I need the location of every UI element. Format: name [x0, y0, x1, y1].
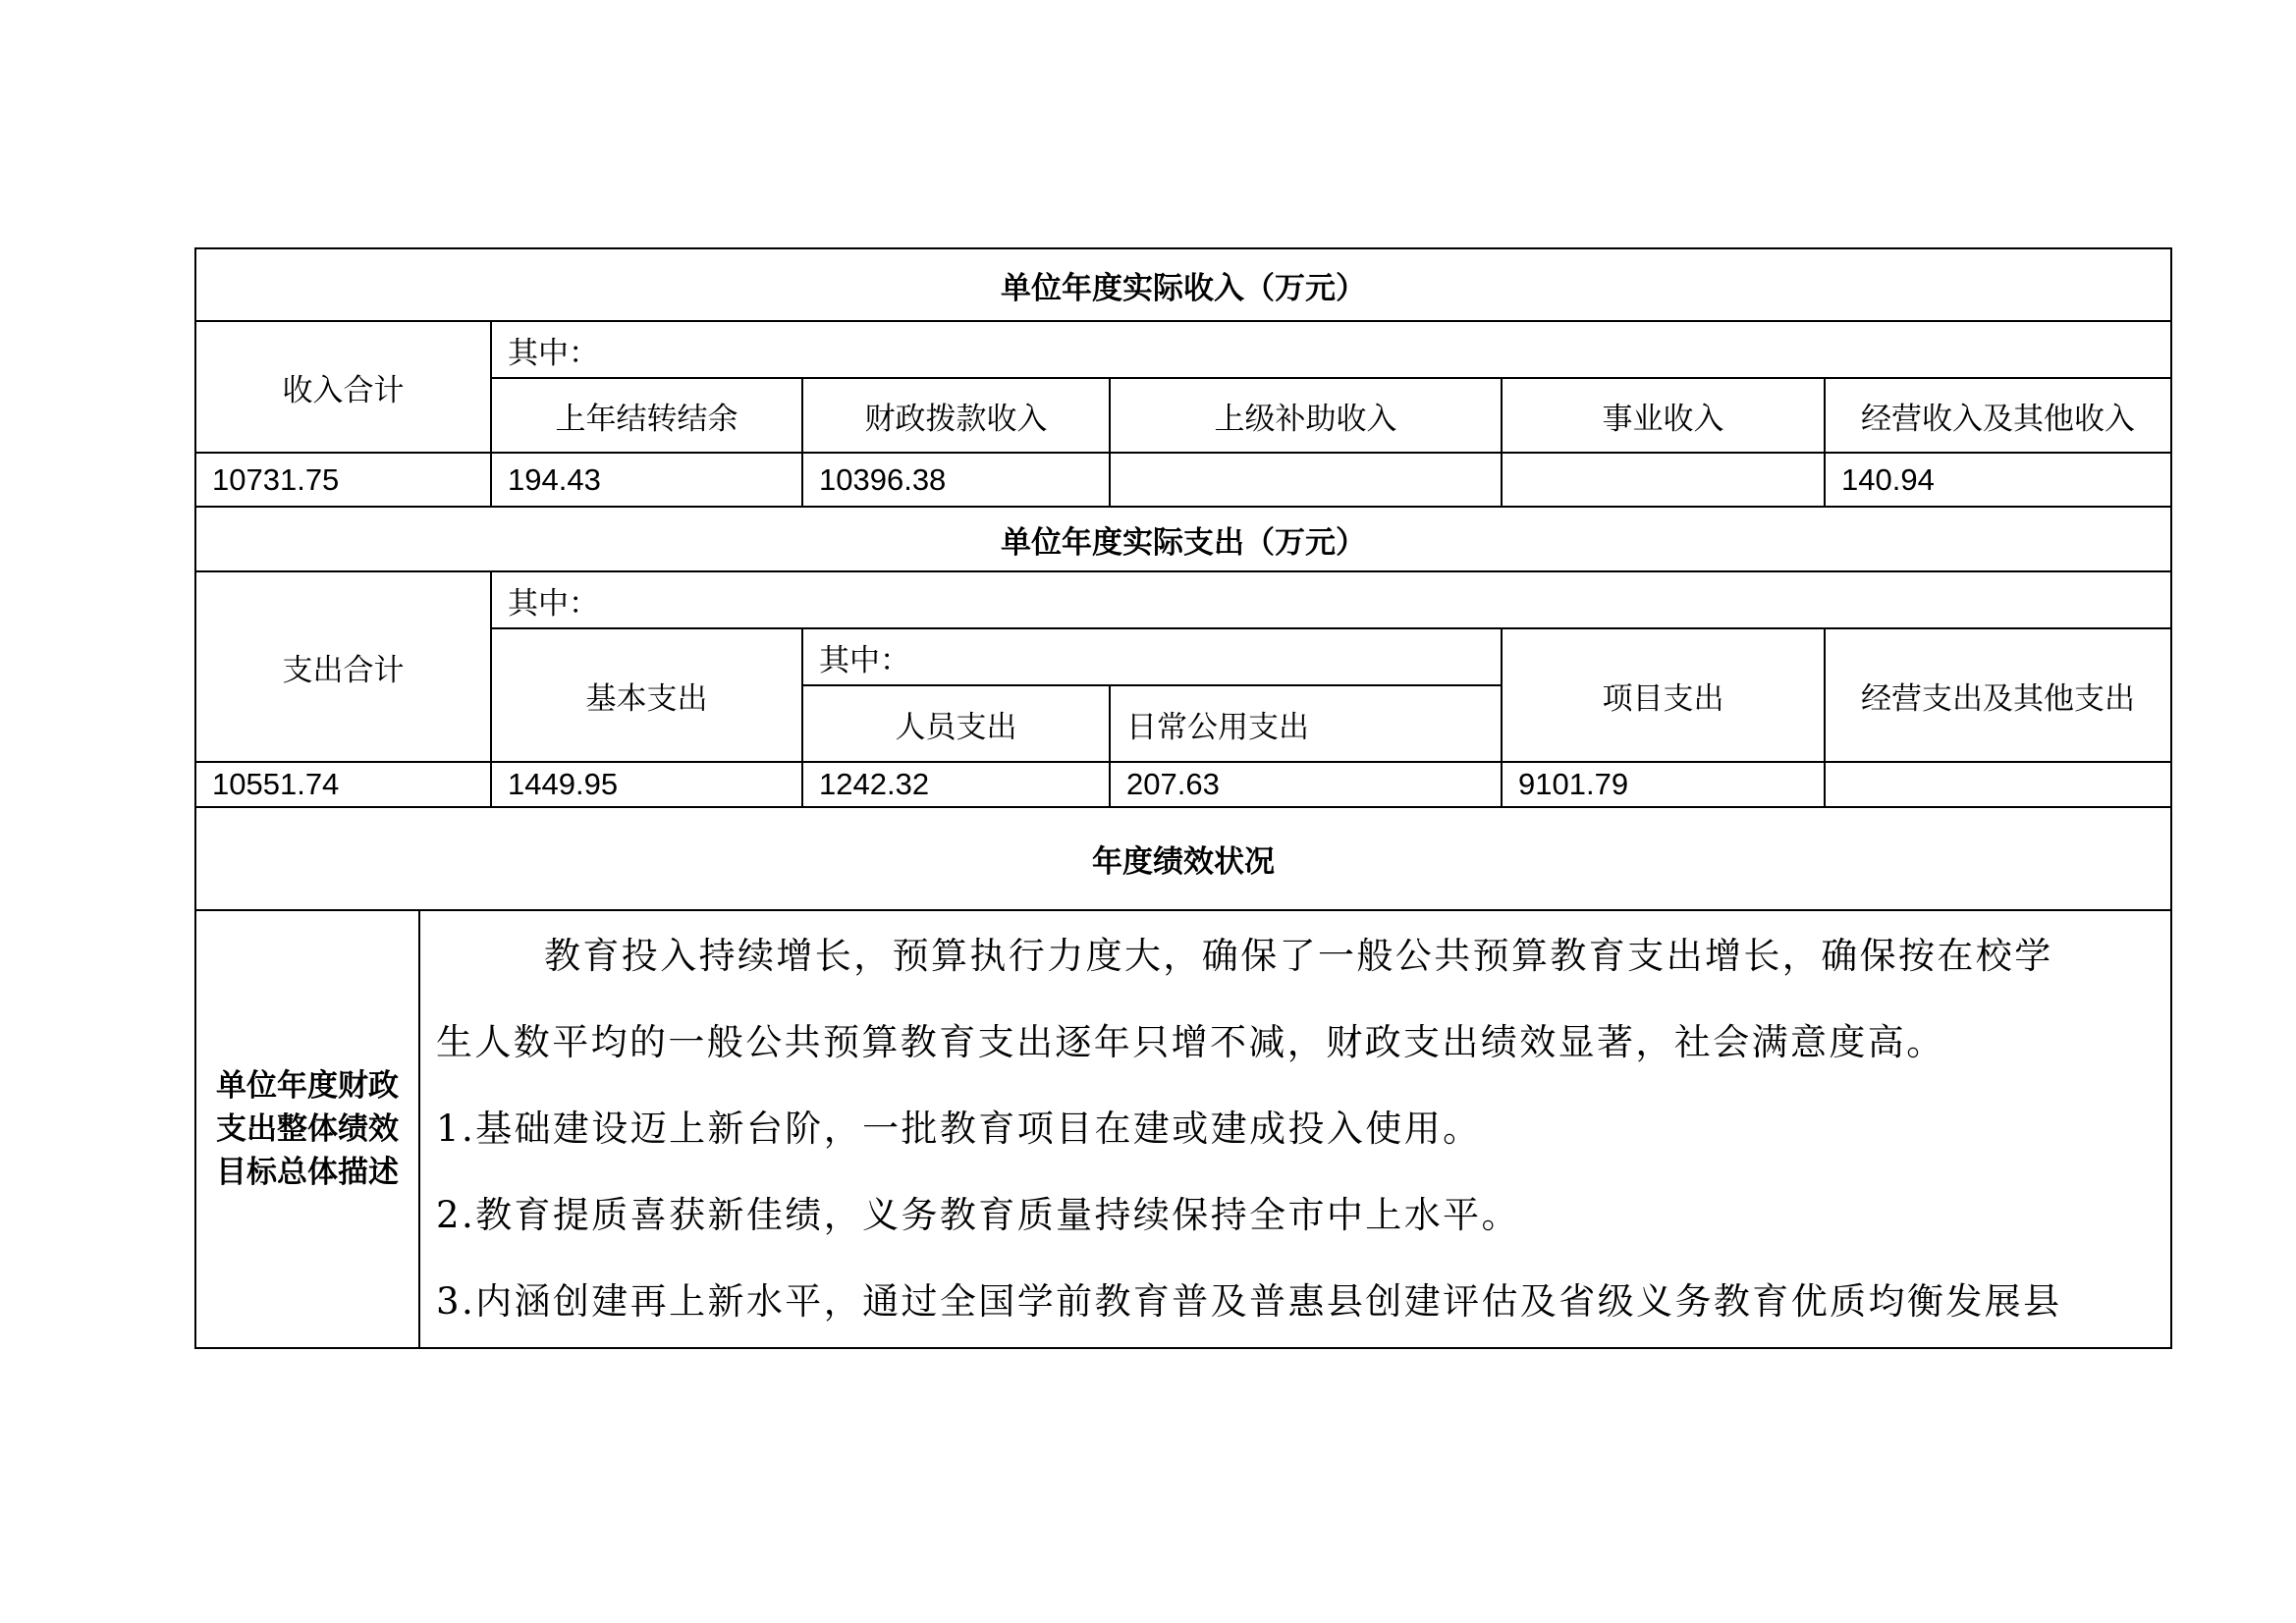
income-col-fiscal: 财政拨款收入 [802, 378, 1110, 453]
income-col-operating-other: 经营收入及其他收入 [1825, 378, 2171, 453]
income-section-title: 单位年度实际收入（万元） [195, 248, 2171, 321]
expense-project-label: 项目支出 [1502, 628, 1825, 762]
income-col-carryover: 上年结转结余 [491, 378, 802, 453]
description-item-2: 2.教育提质喜获新佳绩，义务教育质量持续保持全市中上水平。 [436, 1194, 1520, 1236]
description-paragraph: 生人数平均的一般公共预算教育支出逐年只增不减，财政支出绩效显著，社会满意度高。 [436, 1021, 1945, 1063]
expense-of-which-label: 其中： [491, 571, 2171, 628]
expense-personnel-label: 人员支出 [802, 685, 1110, 762]
performance-report-table [194, 247, 2172, 1349]
description-item-3: 3.内涵创建再上新水平，通过全国学前教育普及普惠县创建评估及省级义务教育优质均衡发展县 [436, 1280, 2062, 1323]
expense-basic-value: 1449.95 [491, 762, 802, 807]
income-total-label: 收入合计 [195, 321, 491, 453]
income-business-value [1502, 453, 1825, 507]
expense-total-label: 支出合计 [195, 571, 491, 762]
income-operating-other-value: 140.94 [1825, 453, 2171, 507]
expense-public-value: 207.63 [1110, 762, 1502, 807]
performance-description [419, 910, 2171, 1348]
expense-operating-label: 经营支出及其他支出 [1825, 628, 2171, 762]
expense-basic-of-which-label: 其中： [802, 628, 1502, 685]
description-paragraph: 教育投入持续增长，预算执行力度大，确保了一般公共预算教育支出增长，确保按在校学 [544, 935, 2053, 977]
description-item-1: 1.基础建设迈上新台阶，一批教育项目在建或建成投入使用。 [436, 1108, 1482, 1150]
expense-total-value: 10551.74 [195, 762, 491, 807]
income-total-value: 10731.75 [195, 453, 491, 507]
performance-section-title: 年度绩效状况 [195, 807, 2171, 910]
expense-section-title: 单位年度实际支出（万元） [195, 507, 2171, 571]
expense-basic-label: 基本支出 [491, 628, 802, 762]
income-fiscal-value: 10396.38 [802, 453, 1110, 507]
performance-description-label: 单位年度财政支出整体绩效目标总体描述 [195, 910, 419, 1348]
income-of-which-label: 其中： [491, 321, 2171, 378]
income-col-business: 事业收入 [1502, 378, 1825, 453]
expense-project-value: 9101.79 [1502, 762, 1825, 807]
expense-personnel-value: 1242.32 [802, 762, 1110, 807]
expense-public-label: 日常公用支出 [1110, 685, 1502, 762]
expense-operating-other-value [1825, 762, 2171, 807]
income-carryover-value: 194.43 [491, 453, 802, 507]
income-superior-value [1110, 453, 1502, 507]
income-col-superior: 上级补助收入 [1110, 378, 1502, 453]
